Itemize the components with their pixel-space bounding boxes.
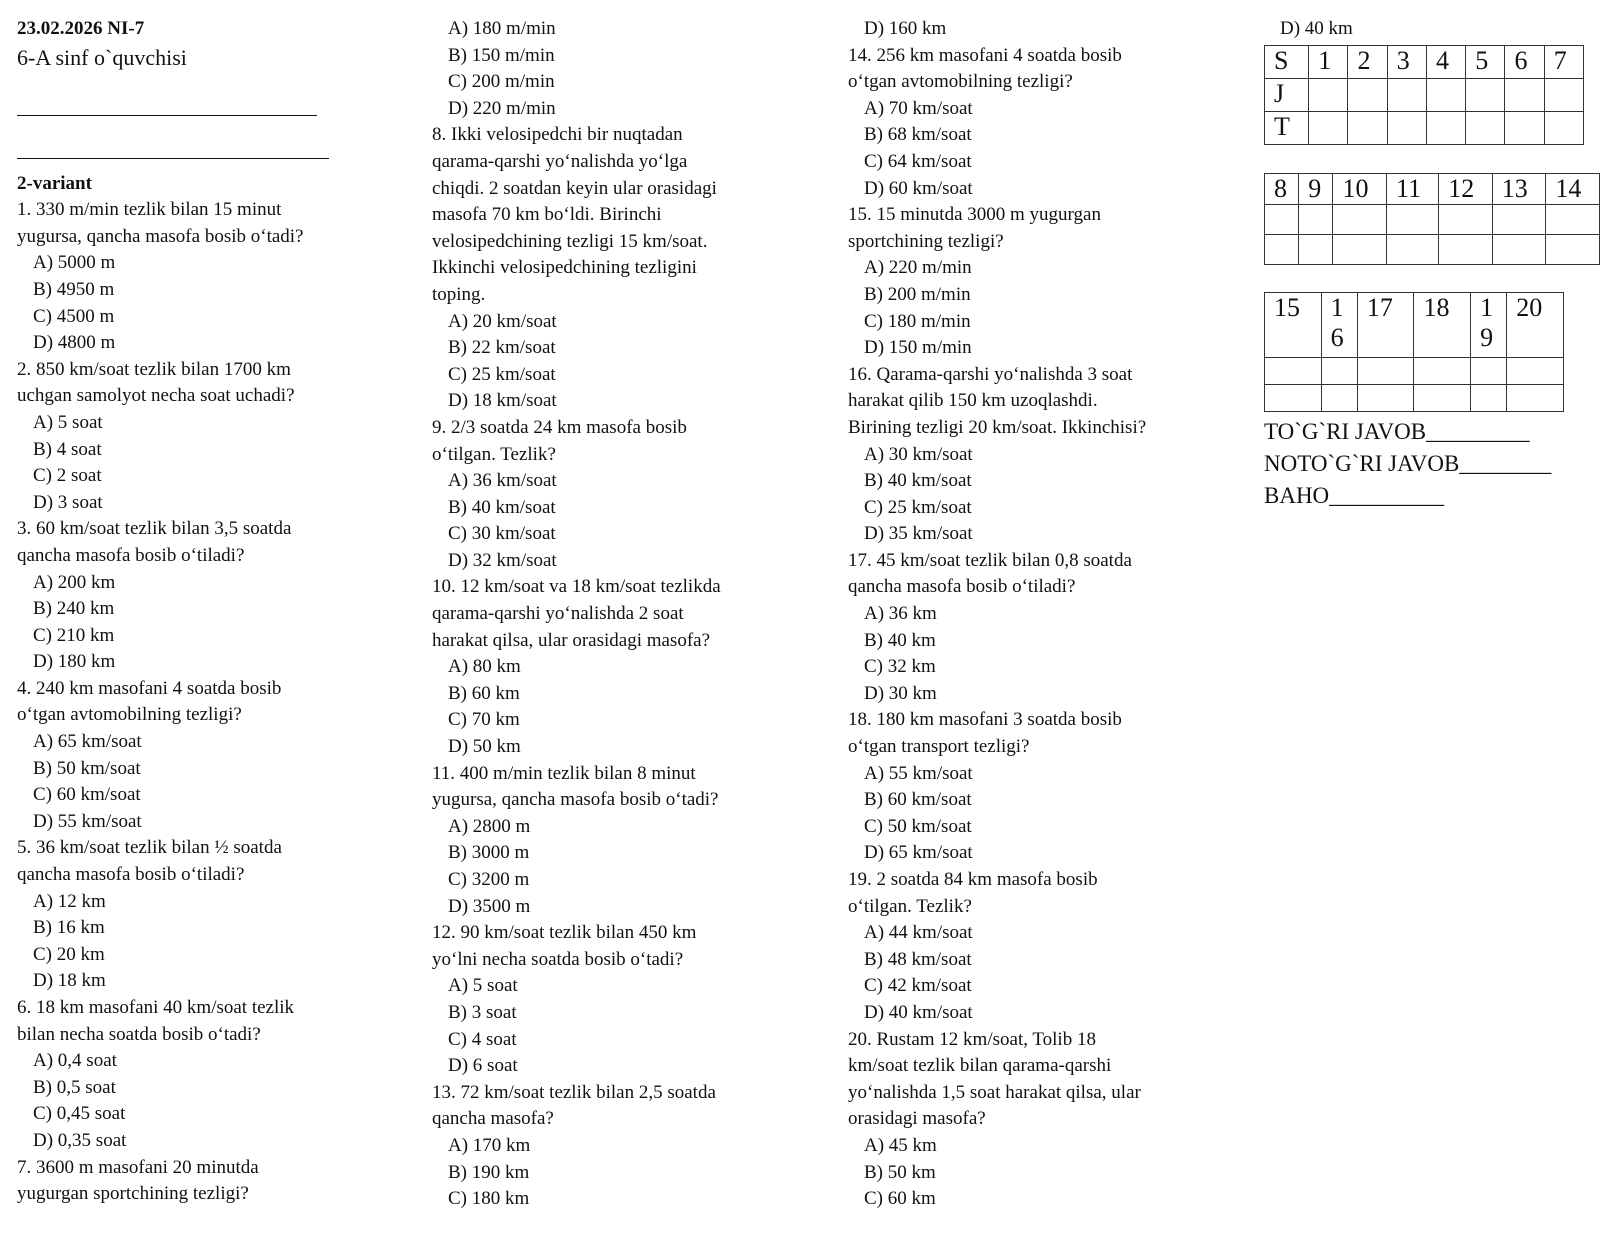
option-b: B) 4 soat <box>33 438 102 460</box>
answer-cell[interactable] <box>1265 358 1322 385</box>
option-b: B) 48 km/soat <box>864 948 972 970</box>
option-c: C) 32 km <box>864 656 936 678</box>
option-d: D) 160 km <box>864 18 947 39</box>
question-text: toping. <box>432 283 486 305</box>
answer-grid-1 <box>1264 45 1584 145</box>
row-label-j: J <box>1265 79 1309 112</box>
option-a: A) 65 km/soat <box>33 731 142 753</box>
name-line-2[interactable] <box>17 116 329 159</box>
question-text: yo‘nalishda 1,5 soat harakat qilsa, ular <box>848 1081 1141 1103</box>
question-text: qarama-qarshi yo‘nalishda yo‘lga <box>432 150 688 172</box>
question-text: bilan necha soatda bosib o‘tadi? <box>17 1023 261 1045</box>
question-text: o‘tilgan. Tezlik? <box>848 895 972 917</box>
option-b: B) 60 km/soat <box>864 789 972 811</box>
question-number: 1 9 <box>1471 293 1507 358</box>
option-b: B) 60 km <box>448 682 520 704</box>
option-c: C) 25 km/soat <box>448 363 556 385</box>
correct-answers-line[interactable]: TO`G`RI JAVOB_________ <box>1264 419 1530 444</box>
question-number: 18 <box>1414 293 1471 358</box>
question-number: 14 <box>1546 174 1600 205</box>
answer-cell[interactable] <box>1414 358 1471 385</box>
question-number: 9 <box>1299 174 1333 205</box>
option-a: A) 5000 m <box>33 252 116 274</box>
question-text: sportchining tezligi? <box>848 230 1004 252</box>
option-d: D) 6 soat <box>448 1055 518 1077</box>
option-b: B) 40 km/soat <box>448 496 556 518</box>
option-b: B) 50 km/soat <box>33 757 141 779</box>
answer-cell[interactable] <box>1348 79 1387 112</box>
question-text: o‘tgan avtomobilning tezligi? <box>17 704 242 726</box>
option-a: A) 0,4 soat <box>33 1050 117 1072</box>
question-text: 6. 18 km masofani 40 km/soat tezlik <box>17 997 295 1018</box>
option-d: D) 4800 m <box>33 332 116 354</box>
question-text: 1. 330 m/min tezlik bilan 15 minut <box>17 199 282 221</box>
question-text: 7. 3600 m masofani 20 minutda <box>17 1156 259 1178</box>
option-b: B) 200 m/min <box>864 283 971 305</box>
option-a: A) 36 km <box>864 603 937 625</box>
question-19 <box>848 867 1218 1027</box>
option-c: C) 4500 m <box>33 305 115 327</box>
question-text: 10. 12 km/soat va 18 km/soat tezlikda <box>432 576 721 598</box>
answer-cell[interactable] <box>1387 205 1439 235</box>
option-c: C) 0,45 soat <box>33 1103 126 1125</box>
question-number: 20 <box>1507 293 1564 358</box>
question-text: harakat qilsa, ular orasidagi masofa? <box>432 629 711 651</box>
student-class: 6-A sinf o`quvchisi <box>17 44 187 70</box>
option-c: C) 180 km <box>448 1188 530 1210</box>
answer-cell[interactable] <box>1333 235 1387 265</box>
option-a: A) 20 km/soat <box>448 310 557 332</box>
question-text: 17. 45 km/soat tezlik bilan 0,8 soatda <box>848 549 1132 571</box>
option-b: B) 22 km/soat <box>448 337 556 359</box>
option-d: D) 40 km <box>1280 18 1353 39</box>
option-a: A) 200 km <box>33 571 116 593</box>
option-c: C) 25 km/soat <box>864 496 972 518</box>
question-text: 2. 850 km/soat tezlik bilan 1700 km <box>17 358 291 380</box>
question-text: km/soat tezlik bilan qarama-qarshi <box>848 1055 1112 1077</box>
question-text: 12. 90 km/soat tezlik bilan 450 km <box>432 922 697 944</box>
question-text: Birining tezligi 20 km/soat. Ikkinchisi? <box>848 416 1147 438</box>
question-text: o‘tgan transport tezligi? <box>848 736 1030 758</box>
question-text: 3. 60 km/soat tezlik bilan 3,5 soatda <box>17 518 292 540</box>
answer-cell[interactable] <box>1299 205 1333 235</box>
question-text: 9. 2/3 soatda 24 km masofa bosib <box>432 416 687 438</box>
question-text: qancha masofa? <box>432 1108 554 1130</box>
question-17 <box>848 548 1218 708</box>
incorrect-answers-line[interactable]: NOTO`G`RI JAVOB________ <box>1264 451 1552 476</box>
question-1 <box>17 197 347 357</box>
question-text: chiqdi. 2 soatdan keyin ular orasidagi <box>432 177 717 199</box>
option-d: D) 18 km <box>33 970 106 992</box>
question-5 <box>17 835 347 995</box>
option-c: C) 60 km/soat <box>33 784 141 806</box>
question-text: yugursa, qancha masofa bosib o‘tadi? <box>17 225 304 247</box>
option-a: A) 45 km <box>864 1134 937 1156</box>
answer-cell[interactable] <box>1505 79 1544 112</box>
option-b: B) 3 soat <box>448 1001 517 1023</box>
option-c: C) 4 soat <box>448 1028 517 1050</box>
option-c: C) 210 km <box>33 624 115 646</box>
option-b: B) 40 km <box>864 629 936 651</box>
question-text: 20. Rustam 12 km/soat, Tolib 18 <box>848 1028 1096 1050</box>
option-a: A) 2800 m <box>448 815 531 837</box>
answer-cell[interactable] <box>1309 112 1348 145</box>
answer-cell[interactable] <box>1357 385 1414 412</box>
option-a: A) 44 km/soat <box>864 922 973 944</box>
question-10 <box>432 574 802 760</box>
answer-cell[interactable] <box>1309 79 1348 112</box>
question-3 <box>17 516 347 676</box>
option-a: A) 5 soat <box>33 411 103 433</box>
answer-cell[interactable] <box>1471 385 1507 412</box>
question-number: 15 <box>1265 293 1322 358</box>
question-text: uchgan samolyot necha soat uchadi? <box>17 385 295 407</box>
option-c: C) 2 soat <box>33 465 102 487</box>
question-number: 11 <box>1387 174 1439 205</box>
option-c: C) 64 km/soat <box>864 150 972 172</box>
question-text: harakat qilib 150 km uzoqlashdi. <box>848 390 1098 412</box>
column-4 <box>1264 16 1600 43</box>
option-d: D) 32 km/soat <box>448 549 557 571</box>
answer-cell[interactable] <box>1466 112 1505 145</box>
option-d: D) 18 km/soat <box>448 390 557 412</box>
answer-cell[interactable] <box>1426 112 1465 145</box>
option-c: C) 30 km/soat <box>448 523 556 545</box>
question-number: 2 <box>1348 46 1387 79</box>
answer-grid-3 <box>1264 292 1564 412</box>
question-text: 14. 256 km masofani 4 soatda bosib <box>848 44 1122 66</box>
question-text: 18. 180 km masofani 3 soatda bosib <box>848 709 1122 731</box>
answer-cell[interactable] <box>1357 358 1414 385</box>
option-b: B) 150 m/min <box>448 44 555 66</box>
answer-cell[interactable] <box>1546 205 1600 235</box>
question-number: 6 <box>1505 46 1544 79</box>
question-13 <box>432 1080 802 1213</box>
option-a: A) 5 soat <box>448 975 518 997</box>
question-20 <box>848 1027 1218 1213</box>
answer-cell[interactable] <box>1492 235 1546 265</box>
answer-cell[interactable] <box>1471 358 1507 385</box>
question-number: 1 6 <box>1321 293 1357 358</box>
question-text: o‘tilgan. Tezlik? <box>432 443 556 465</box>
option-b: B) 16 km <box>33 917 105 939</box>
answer-cell[interactable] <box>1299 235 1333 265</box>
question-8 <box>432 122 802 415</box>
question-text: qancha masofa bosib o‘tiladi? <box>848 576 1076 598</box>
question-text: Ikkinchi velosipedchining tezligini <box>432 257 697 279</box>
option-a: A) 180 m/min <box>448 18 556 39</box>
option-d: D) 60 km/soat <box>864 177 973 199</box>
question-11 <box>432 761 802 921</box>
question-text: 13. 72 km/soat tezlik bilan 2,5 soatda <box>432 1081 716 1103</box>
answer-grid-2 <box>1264 173 1600 265</box>
answer-cell[interactable] <box>1387 112 1426 145</box>
option-d: D) 220 m/min <box>448 97 556 119</box>
question-text: yo‘lni necha soatda bosib o‘tadi? <box>432 948 684 970</box>
option-d: D) 65 km/soat <box>864 842 973 864</box>
row-label-t: T <box>1265 112 1309 145</box>
answer-cell[interactable] <box>1426 79 1465 112</box>
question-text: o‘tgan avtomobilning tezligi? <box>848 71 1073 93</box>
question-text: qancha masofa bosib o‘tiladi? <box>17 544 245 566</box>
question-text: qancha masofa bosib o‘tiladi? <box>17 864 245 886</box>
option-b: B) 3000 m <box>448 842 530 864</box>
option-d: D) 3500 m <box>448 895 531 917</box>
question-9 <box>432 415 802 575</box>
option-b: B) 0,5 soat <box>33 1076 116 1098</box>
grade-line[interactable]: BAHO__________ <box>1264 483 1445 508</box>
question-7 <box>17 1155 347 1208</box>
answer-cell[interactable] <box>1544 79 1583 112</box>
question-18 <box>848 707 1218 867</box>
option-b: B) 50 km <box>864 1161 936 1183</box>
row-label-s: S <box>1265 46 1309 79</box>
option-b: B) 4950 m <box>33 278 115 300</box>
option-c: C) 200 m/min <box>448 71 555 93</box>
option-d: D) 0,35 soat <box>33 1129 127 1151</box>
answer-cell[interactable] <box>1492 205 1546 235</box>
column-1 <box>17 16 347 1208</box>
answer-cell[interactable] <box>1414 385 1471 412</box>
option-a: A) 55 km/soat <box>864 762 973 784</box>
question-text: masofa 70 km bo‘ldi. Birinchi <box>432 204 662 226</box>
option-d: D) 55 km/soat <box>33 810 142 832</box>
question-number: 17 <box>1357 293 1414 358</box>
name-line[interactable] <box>17 73 317 116</box>
question-number: 7 <box>1544 46 1583 79</box>
question-text: 19. 2 soatda 84 km masofa bosib <box>848 869 1098 890</box>
question-text: 8. Ikki velosipedchi bir nuqtadan <box>432 124 683 146</box>
question-12 <box>432 920 802 1080</box>
option-a: A) 12 km <box>33 890 106 912</box>
option-d: D) 3 soat <box>33 491 103 513</box>
variant-label: 2-variant <box>17 172 92 194</box>
option-d: D) 40 km/soat <box>864 1001 973 1023</box>
question-15 <box>848 202 1218 362</box>
question-text: orasidagi masofa? <box>848 1108 986 1130</box>
question-number: 4 <box>1426 46 1465 79</box>
answer-cell[interactable] <box>1265 235 1299 265</box>
answer-cell[interactable] <box>1439 235 1493 265</box>
question-number: 5 <box>1466 46 1505 79</box>
question-text: yugursa, qancha masofa bosib o‘tadi? <box>432 789 719 811</box>
question-16 <box>848 362 1218 548</box>
option-d: D) 50 km <box>448 736 521 758</box>
option-d: D) 180 km <box>33 651 116 673</box>
answer-cell[interactable] <box>1265 205 1299 235</box>
question-text: 4. 240 km masofani 4 soatda bosib <box>17 677 282 699</box>
question-text: 15. 15 minutda 3000 m yugurgan <box>848 204 1101 226</box>
question-number: 1 <box>1309 46 1348 79</box>
question-6 <box>17 995 347 1155</box>
option-d: D) 35 km/soat <box>864 523 973 545</box>
option-c: C) 70 km <box>448 709 520 731</box>
option-c: C) 60 km <box>864 1188 936 1210</box>
question-7-options <box>432 16 802 122</box>
answer-cell[interactable] <box>1265 385 1322 412</box>
option-c: C) 50 km/soat <box>864 815 972 837</box>
option-a: A) 220 m/min <box>864 257 972 279</box>
option-b: B) 68 km/soat <box>864 124 972 146</box>
question-text: 5. 36 km/soat tezlik bilan ½ soatda <box>17 837 282 859</box>
answer-cell[interactable] <box>1505 112 1544 145</box>
option-a: A) 30 km/soat <box>864 443 973 465</box>
option-a: A) 70 km/soat <box>864 97 973 119</box>
option-b: B) 190 km <box>448 1161 530 1183</box>
answer-cell[interactable] <box>1387 235 1439 265</box>
answer-cell[interactable] <box>1546 235 1600 265</box>
option-c: C) 20 km <box>33 943 105 965</box>
question-4 <box>17 676 347 836</box>
option-b: B) 240 km <box>33 598 115 620</box>
question-text: 16. Qarama-qarshi yo‘nalishda 3 soat <box>848 363 1133 385</box>
question-text: yugurgan sportchining tezligi? <box>17 1183 249 1205</box>
question-number: 10 <box>1333 174 1387 205</box>
answer-cell[interactable] <box>1544 112 1583 145</box>
option-c: C) 180 m/min <box>864 310 971 332</box>
answer-cell[interactable] <box>1321 385 1357 412</box>
column-2 <box>432 16 802 1213</box>
answer-cell[interactable] <box>1466 79 1505 112</box>
option-a: A) 36 km/soat <box>448 470 557 492</box>
option-d: D) 30 km <box>864 682 937 704</box>
option-d: D) 150 m/min <box>864 337 972 359</box>
question-number: 12 <box>1439 174 1493 205</box>
answer-cell[interactable] <box>1507 358 1564 385</box>
option-c: C) 42 km/soat <box>864 975 972 997</box>
option-b: B) 40 km/soat <box>864 470 972 492</box>
answer-cell[interactable] <box>1439 205 1493 235</box>
question-text: 11. 400 m/min tezlik bilan 8 minut <box>432 762 696 784</box>
question-text: velosipedchining tezligi 15 km/soat. <box>432 230 708 252</box>
answer-cell[interactable] <box>1387 79 1426 112</box>
answer-cell[interactable] <box>1348 112 1387 145</box>
answer-cell[interactable] <box>1321 358 1357 385</box>
option-c: C) 3200 m <box>448 869 530 890</box>
option-a: A) 80 km <box>448 656 521 678</box>
question-14 <box>848 43 1218 203</box>
question-number: 3 <box>1387 46 1426 79</box>
question-text: qarama-qarshi yo‘nalishda 2 soat <box>432 603 684 625</box>
question-2 <box>17 357 347 517</box>
question-number: 13 <box>1492 174 1546 205</box>
answer-cell[interactable] <box>1507 385 1564 412</box>
option-a: A) 170 km <box>448 1134 531 1156</box>
answer-cell[interactable] <box>1333 205 1387 235</box>
date-code: 23.02.2026 NI-7 <box>17 18 145 39</box>
question-number: 8 <box>1265 174 1299 205</box>
column-3 <box>848 16 1218 1213</box>
